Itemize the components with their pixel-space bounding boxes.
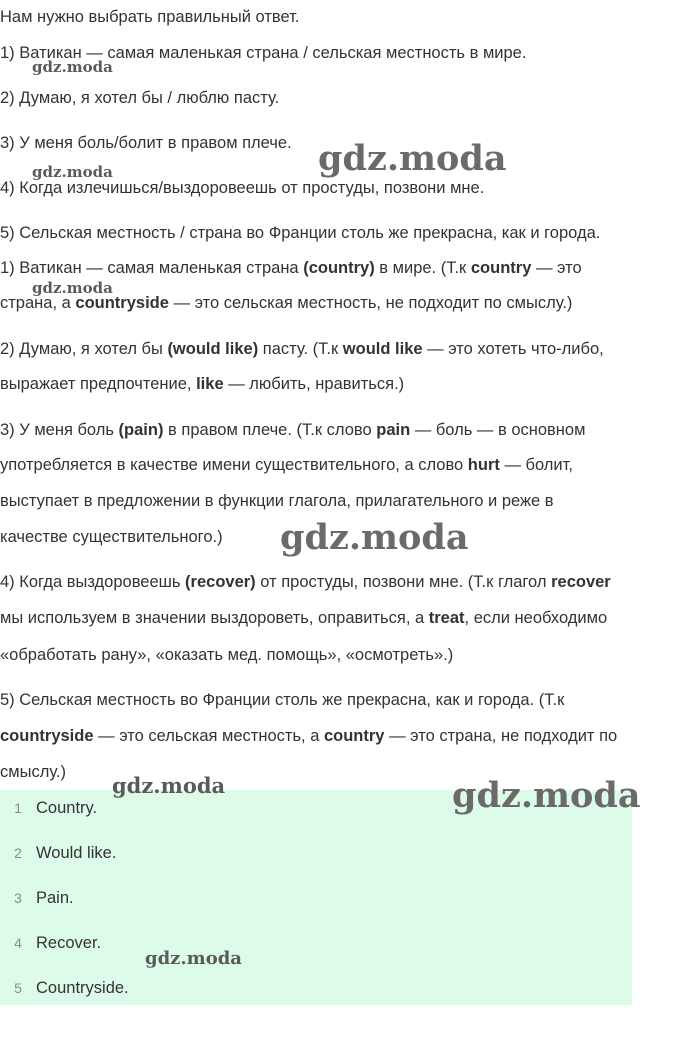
answer-item (0, 838, 116, 868)
answer-item (0, 793, 97, 823)
explanation-3-line-1: 3) У меня боль (pain) в правом плече. (Т.к слово pain — боль — в основном (0, 421, 586, 439)
answer-text: Country. (36, 798, 98, 817)
answer-text: Recover. (36, 933, 102, 952)
answer-text: Pain. (36, 888, 74, 907)
answer-number: 4 (14, 935, 22, 951)
watermark: gdz.moda (318, 138, 507, 179)
answer-number: 5 (14, 980, 22, 996)
watermark: gdz.moda (145, 948, 242, 969)
answer-item (0, 928, 101, 958)
explanation-2-line-1: 2) Думаю, я хотел бы (would like) пасту. (Т.к would like — это хотеть что-либо, (0, 340, 604, 358)
question-5: 5) Сельская местность / страна во Франции столь же прекрасна, как и города. (0, 224, 601, 242)
explanation-5-line-2: countryside — это сельская местность, а country — это страна, не подходит по (0, 727, 618, 745)
answer-number: 1 (14, 800, 22, 816)
watermark: gdz.moda (280, 517, 469, 558)
answer-text: Countryside. (36, 978, 129, 997)
explanation-5-line-3: смыслу.) (0, 763, 67, 781)
explanation-3-line-4: качестве существительного.) (0, 528, 223, 546)
question-2: 2) Думаю, я хотел бы / люблю пасту. (0, 89, 280, 107)
explanation-1-line-1: 1) Ватикан — самая маленькая страна (country) в мире. (Т.к country — это (0, 259, 582, 277)
question-1: 1) Ватикан — самая маленькая страна / сельская местность в мире. (0, 44, 527, 62)
answer-item (0, 883, 74, 913)
answer-number: 2 (14, 845, 22, 861)
explanation-1-line-2: страна, а countryside — это сельская местность, не подходит по смыслу.) (0, 294, 573, 312)
explanation-4-line-1: 4) Когда выздоровеешь (recover) от простуды, позвони мне. (Т.к глагол recover (0, 573, 611, 591)
watermark: gdz.moda (452, 775, 641, 816)
watermark: gdz.moda (112, 773, 226, 798)
question-4: 4) Когда излечишься/выздоровеешь от простуды, позвони мне. (0, 179, 485, 197)
answer-number: 3 (14, 890, 22, 906)
explanation-3-line-2: употребляется в качестве имени существительного, а слово hurt — болит, (0, 456, 573, 474)
explanation-4-line-2: мы используем в значении выздороветь, оправиться, а treat, если необходимо (0, 609, 608, 627)
watermark: gdz.moda (32, 279, 113, 297)
explanation-4-line-3: «обработать рану», «оказать мед. помощь», «осмотреть».) (0, 646, 454, 664)
explanation-5-line-1: 5) Сельская местность во Франции столь же прекрасна, как и города. (Т.к (0, 691, 565, 709)
answer-item (0, 973, 129, 1003)
explanation-2-line-2: выражает предпочтение, like — любить, нравиться.) (0, 375, 405, 393)
watermark: gdz.moda (32, 58, 113, 76)
answer-text: Would like. (36, 843, 117, 862)
answer-list (0, 790, 632, 1005)
explanation-3-line-3: выступает в предложении в функции глагола, прилагательного и реже в (0, 492, 554, 510)
question-3: 3) У меня боль/болит в правом плече. (0, 134, 292, 152)
intro-text: Нам нужно выбрать правильный ответ. (0, 8, 300, 26)
watermark: gdz.moda (32, 163, 113, 181)
